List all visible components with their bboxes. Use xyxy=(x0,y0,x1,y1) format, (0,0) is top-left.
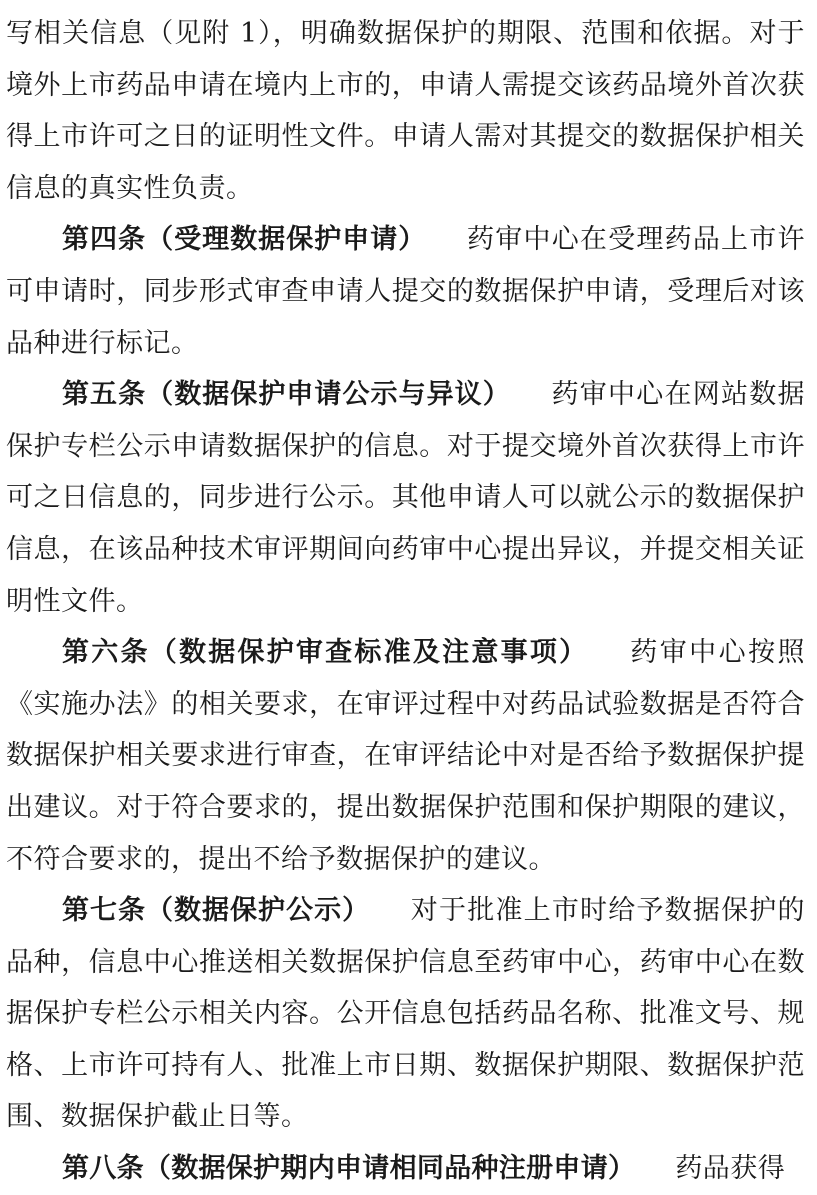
article-heading: 第四条（受理数据保护申请） xyxy=(62,224,427,256)
article-text: 对于批准上市时给予数据保护的品种，信息中心推送相关数据保护信息至药审中心，药审中心在数据保护专栏公示相关内容。公开信息包括药品名称、批准文号、规格、上市许可持有人、批准上市日期、数据保护期限、数据保护范围、数据保护截止日等。 xyxy=(6,895,805,1133)
article-4 xyxy=(6,214,805,369)
paragraph-text: 写相关信息（见附 1），明确数据保护的期限、范围和依据。对于境外上市药品申请在境内上市的，申请人需提交该药品境外首次获得上市许可之日的证明性文件。申请人需对其提交的数据保护相关信息的真实性负责。 xyxy=(6,18,805,204)
article-text: 药审中心按照《实施办法》的相关要求，在审评过程中对药品试验数据是否符合数据保护相关要求进行审查，在审评结论中对是否给予数据保护提出建议。对于符合要求的，提出数据保护范围和保护期限的建议，不符合要求的，提出不给予数据保护的建议。 xyxy=(6,637,806,875)
article-heading: 第八条（数据保护期内申请相同品种注册申请） xyxy=(62,1153,636,1185)
article-text: 药品获得 xyxy=(675,1153,786,1185)
article-heading: 第五条（数据保护申请公示与异议） xyxy=(62,379,511,411)
article-5 xyxy=(6,369,805,627)
article-text: 药审中心在网站数据保护专栏公示申请数据保护的信息。对于提交境外首次获得上市许可之日信息的，同步进行公示。其他申请人可以就公示的数据保护信息，在该品种技术审评期间向药审中心提出异议，并提交相关证明性文件。 xyxy=(6,379,805,617)
article-6 xyxy=(6,627,805,885)
article-8 xyxy=(6,1143,805,1195)
article-heading: 第六条（数据保护审查标准及注意事项） xyxy=(62,637,589,669)
article-text: 药审中心在受理药品上市许可申请时，同步形式审查申请人提交的数据保护申请，受理后对该品种进行标记。 xyxy=(6,224,805,359)
article-7 xyxy=(6,885,805,1143)
paragraph-continuation xyxy=(6,8,805,214)
article-heading: 第七条（数据保护公示） xyxy=(62,895,371,927)
